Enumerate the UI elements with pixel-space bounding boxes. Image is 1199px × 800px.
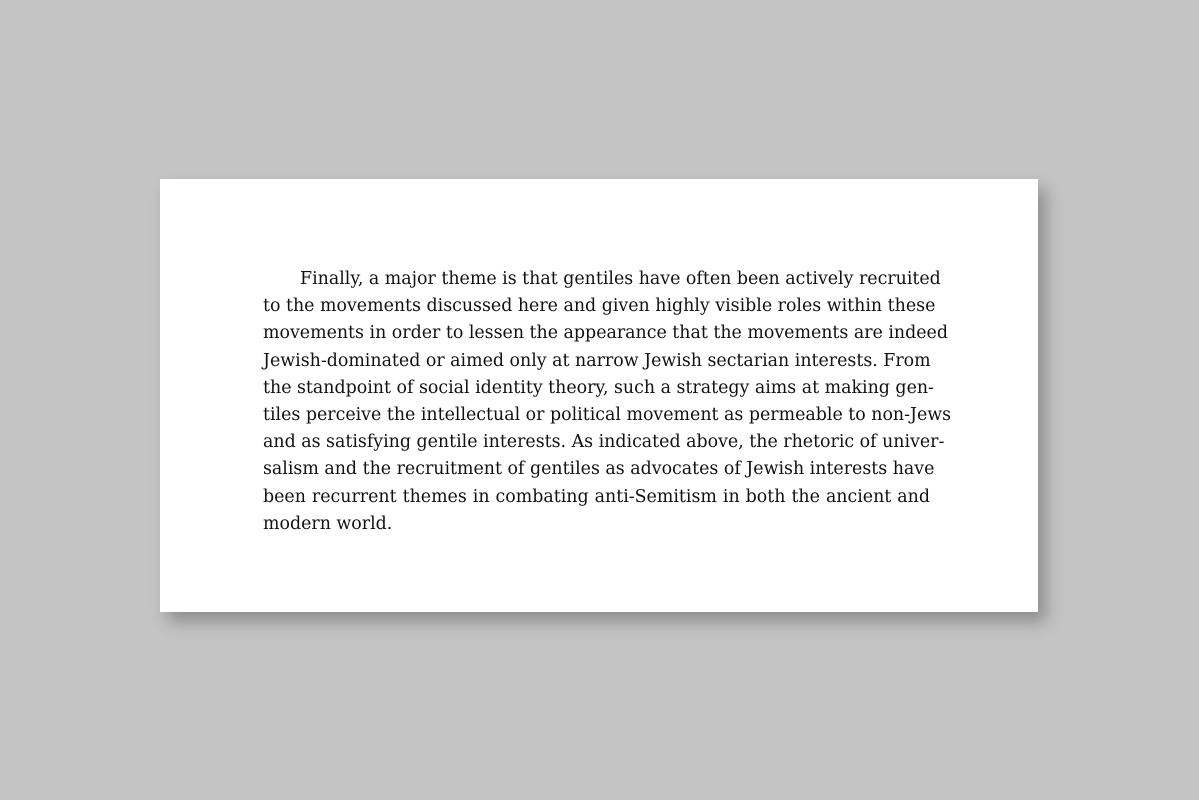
page-card <box>160 179 1038 612</box>
paragraph-line: to the movements discussed here and given highly visible roles within these <box>263 296 936 317</box>
paragraph-line: Jewish-dominated or aimed only at narrow Jewish sectarian interests. From <box>263 350 931 371</box>
paragraph-line: and as satisfying gentile interests. As indicated above, the rhetoric of univer- <box>263 432 945 453</box>
body-paragraph <box>263 266 952 538</box>
paragraph-line: modern world. <box>263 513 393 534</box>
paragraph-line: the standpoint of social identity theory, such a strategy aims at making gen- <box>263 377 934 398</box>
paragraph-line: movements in order to lessen the appearance that the movements are indeed <box>263 323 948 344</box>
paragraph-line: been recurrent themes in combating anti-Semitism in both the ancient and <box>263 486 930 507</box>
paragraph-line: Finally, a major theme is that gentiles have often been actively recruited <box>300 269 941 289</box>
paragraph-line: salism and the recruitment of gentiles as advocates of Jewish interests have <box>263 459 935 480</box>
paragraph-line: tiles perceive the intellectual or political movement as permeable to non-Jews <box>263 404 952 425</box>
